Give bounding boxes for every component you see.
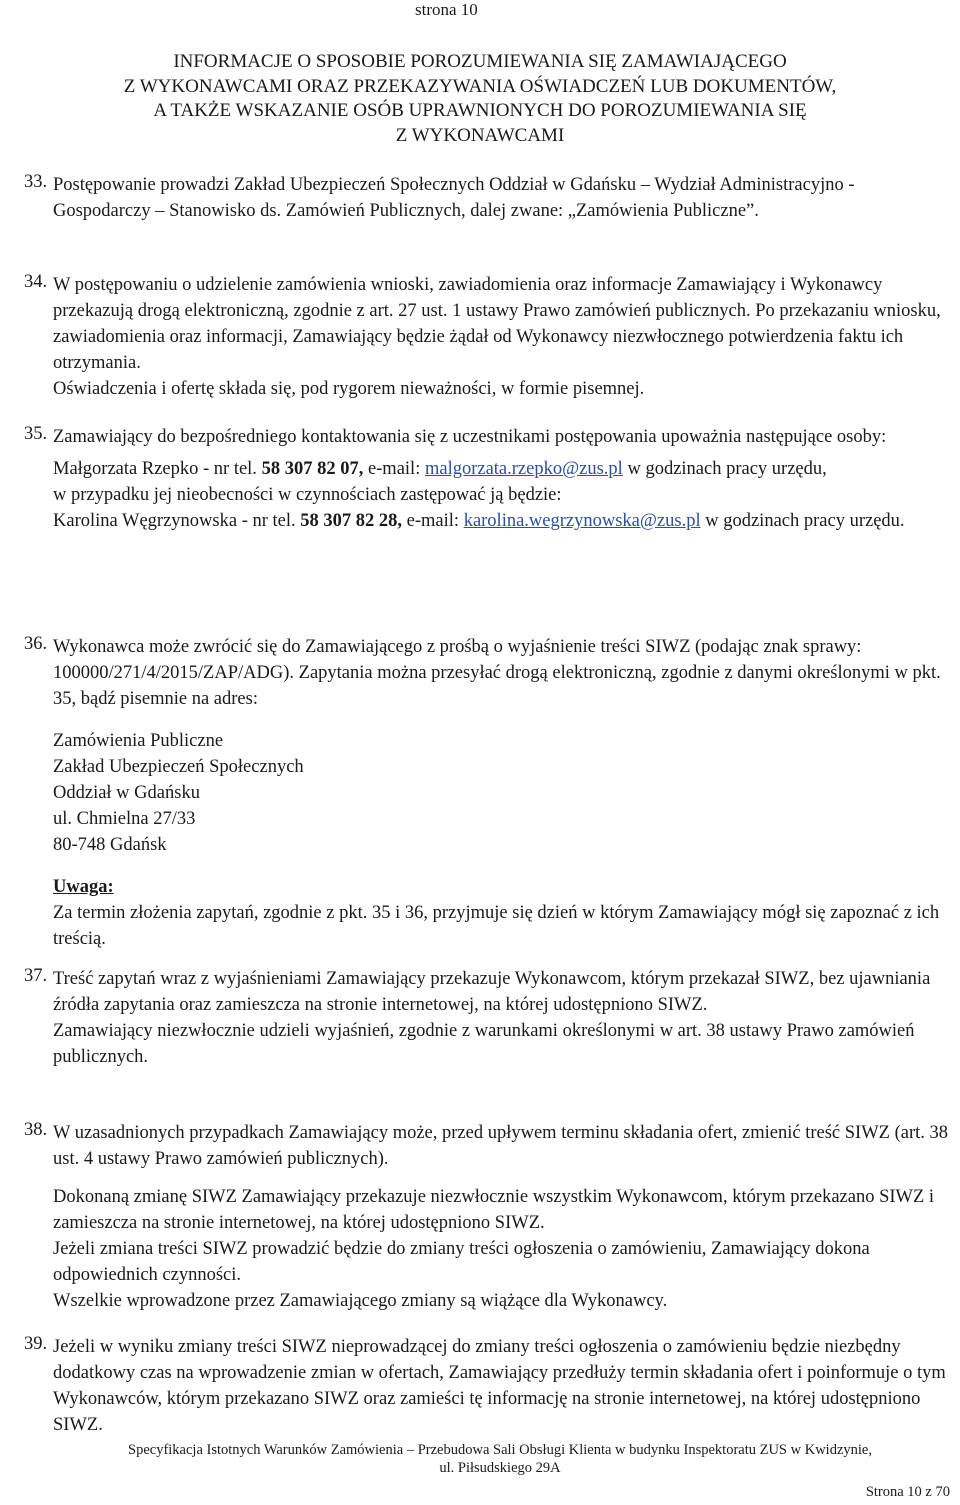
page-footer [40, 1441, 960, 1477]
item-39 [53, 1334, 953, 1438]
item-text: Oświadczenia i ofertę składa się, pod rygorem nieważności, w formie pisemnej. [53, 379, 645, 399]
item-text: w przypadku jej nieobecności w czynnościach zastępować ją będzie: [53, 485, 562, 505]
note-label: Uwaga: [53, 877, 114, 897]
address-line: Zamówienia Publiczne [53, 731, 224, 751]
item-37 [53, 966, 953, 1070]
address-line: 80-748 Gdańsk [53, 835, 167, 855]
item-text: Zamawiający do bezpośredniego kontaktowania się z uczestnikami postępowania upoważnia następujące osoby: [53, 427, 887, 447]
contact-phone: 58 307 82 07, [261, 459, 364, 479]
postal-address [53, 728, 953, 858]
item-text: Treść zapytań wraz z wyjaśnieniami Zamawiający przekazuje Wykonawcom, którym przekazał SIWZ, bez ujawniania źródła zapytania oraz zamieszcza na stronie internetowej, na której udostępniono SIWZ. [53, 969, 931, 1015]
heading-line: INFORMACJE O SPOSOBIE POROZUMIEWANIA SIĘ ZAMAWIAJĄCEGO [173, 51, 787, 72]
item-35 [53, 424, 953, 534]
item-number: 39. [24, 1334, 48, 1354]
section-heading [60, 50, 900, 148]
item-text: W uzasadnionych przypadkach Zamawiający może, przed upływem terminu składania ofert, zmienić treść SIWZ (art. 38 ust. 4 ustawy Prawo zamówień publicznych). [53, 1123, 949, 1169]
email-link[interactable]: malgorzata.rzepko@zus.pl [424, 459, 623, 479]
note-text: Za termin złożenia zapytań, zgodnie z pkt. 35 i 36, przyjmuje się dzień w którym Zamawiający mógł się zapoznać z ich treścią. [53, 903, 940, 949]
item-number: 35. [24, 424, 48, 444]
heading-line: Z WYKONAWCAMI ORAZ PRZEKAZYWANIA OŚWIADCZEŃ LUB DOKUMENTÓW, [123, 75, 837, 97]
address-line: Zakład Ubezpieczeń Społecznych [53, 757, 304, 777]
item-text: Zamawiający niezwłocznie udzieli wyjaśnień, zgodnie z warunkami określonymi w art. 38 ustawy Prawo zamówień publicznych. [53, 1021, 915, 1067]
item-text: Postępowanie prowadzi Zakład Ubezpieczeń Społecznych Oddział w Gdańsku – Wydział Administracyjno - Gospodarczy – Stanowisko ds. Zamówień Publicznych, dalej zwane: „Zamówienia Publiczne”. [53, 175, 855, 221]
item-34 [53, 272, 953, 402]
item-33 [53, 172, 953, 224]
address-line: Oddział w Gdańsku [53, 783, 200, 803]
contact-person-1 [53, 456, 953, 482]
item-text: Jeżeli zmiana treści SIWZ prowadzić będzie do zmiany treści ogłoszenia o zamówieniu, Zamawiający dokona odpowiednich czynności. [53, 1239, 870, 1285]
item-number: 36. [24, 634, 48, 654]
heading-line: Z WYKONAWCAMI [395, 124, 565, 146]
item-text: Jeżeli w wyniku zmiany treści SIWZ nieprowadzącej do zmiany treści ogłoszenia o zamówieniu będzie niezbędny dodatkowy czas na wprowadzenie zmian w ofertach, Zamawiający przedłuży termin składania ofert i poinformuje o tym Wykonawców, którym przekazano SIWZ oraz zamieści tę informację na stronie internetowej, na której udostępniono SIWZ. [53, 1337, 946, 1435]
item-number: 33. [24, 172, 48, 192]
contact-name: Małgorzata Rzepko - nr tel. [53, 459, 257, 479]
contact-name: Karolina Węgrzynowska - nr tel. [53, 511, 296, 531]
item-number: 37. [24, 966, 48, 986]
contact-person-2 [53, 508, 953, 534]
item-text: Wykonawca może zwrócić się do Zamawiającego z prośbą o wyjaśnienie treści SIWZ (podając znak sprawy: 100000/271/4/2015/ZAP/ADG). Zapytania można przesyłać drogą elektroniczną, zgodnie z danymi określonymi w pkt. 35, bądź pisemnie na adres: [53, 637, 941, 709]
item-number: 34. [24, 272, 48, 292]
email-link[interactable]: karolina.wegrzynowska@zus.pl [463, 511, 701, 531]
item-number: 38. [24, 1120, 48, 1140]
footer-title: Specyfikacja Istotnych Warunków Zamówienia – Przebudowa Sali Obsługi Klienta w budynku Inspektoratu ZUS w Kwidzynie, [128, 1442, 872, 1458]
item-text: Wszelkie wprowadzone przez Zamawiającego zmiany są wiążące dla Wykonawcy. [53, 1291, 668, 1311]
heading-line: A TAKŻE WSKAZANIE OSÓB UPRAWNIONYCH DO POROZUMIEWANIA SIĘ [153, 100, 807, 121]
item-text: Dokonaną zmianę SIWZ Zamawiający przekazuje niezwłocznie wszystkim Wykonawcom, którym przekazano SIWZ i zamieszcza na stronie internetowej, na której udostępniono SIWZ. [53, 1187, 935, 1233]
email-label: e-mail: [406, 511, 460, 531]
footer-address: ul. Piłsudskiego 29A [439, 1460, 561, 1476]
item-36 [53, 634, 953, 952]
contact-hours: w godzinach pracy urzędu. [705, 511, 905, 531]
email-label: e-mail: [367, 459, 421, 479]
item-38 [53, 1120, 953, 1314]
contact-phone: 58 307 82 28, [300, 511, 403, 531]
page-label: strona 10 [415, 0, 478, 19]
footer-page-number: Strona 10 z 70 [865, 1484, 950, 1500]
item-text: W postępowaniu o udzielenie zamówienia wnioski, zawiadomienia oraz informacje Zamawiający i Wykonawcy przekazują drogą elektroniczną, zgodnie z art. 27 ust. 1 ustawy Prawo zamówień publicznych. Po przekazaniu wniosku, zawiadomienia oraz informacji, Zamawiający będzie żądał od Wykonawcy niezwłocznego potwierdzenia faktu ich otrzymania. [53, 275, 941, 373]
address-line: ul. Chmielna 27/33 [53, 809, 196, 829]
contact-hours: w godzinach pracy urzędu, [627, 459, 827, 479]
